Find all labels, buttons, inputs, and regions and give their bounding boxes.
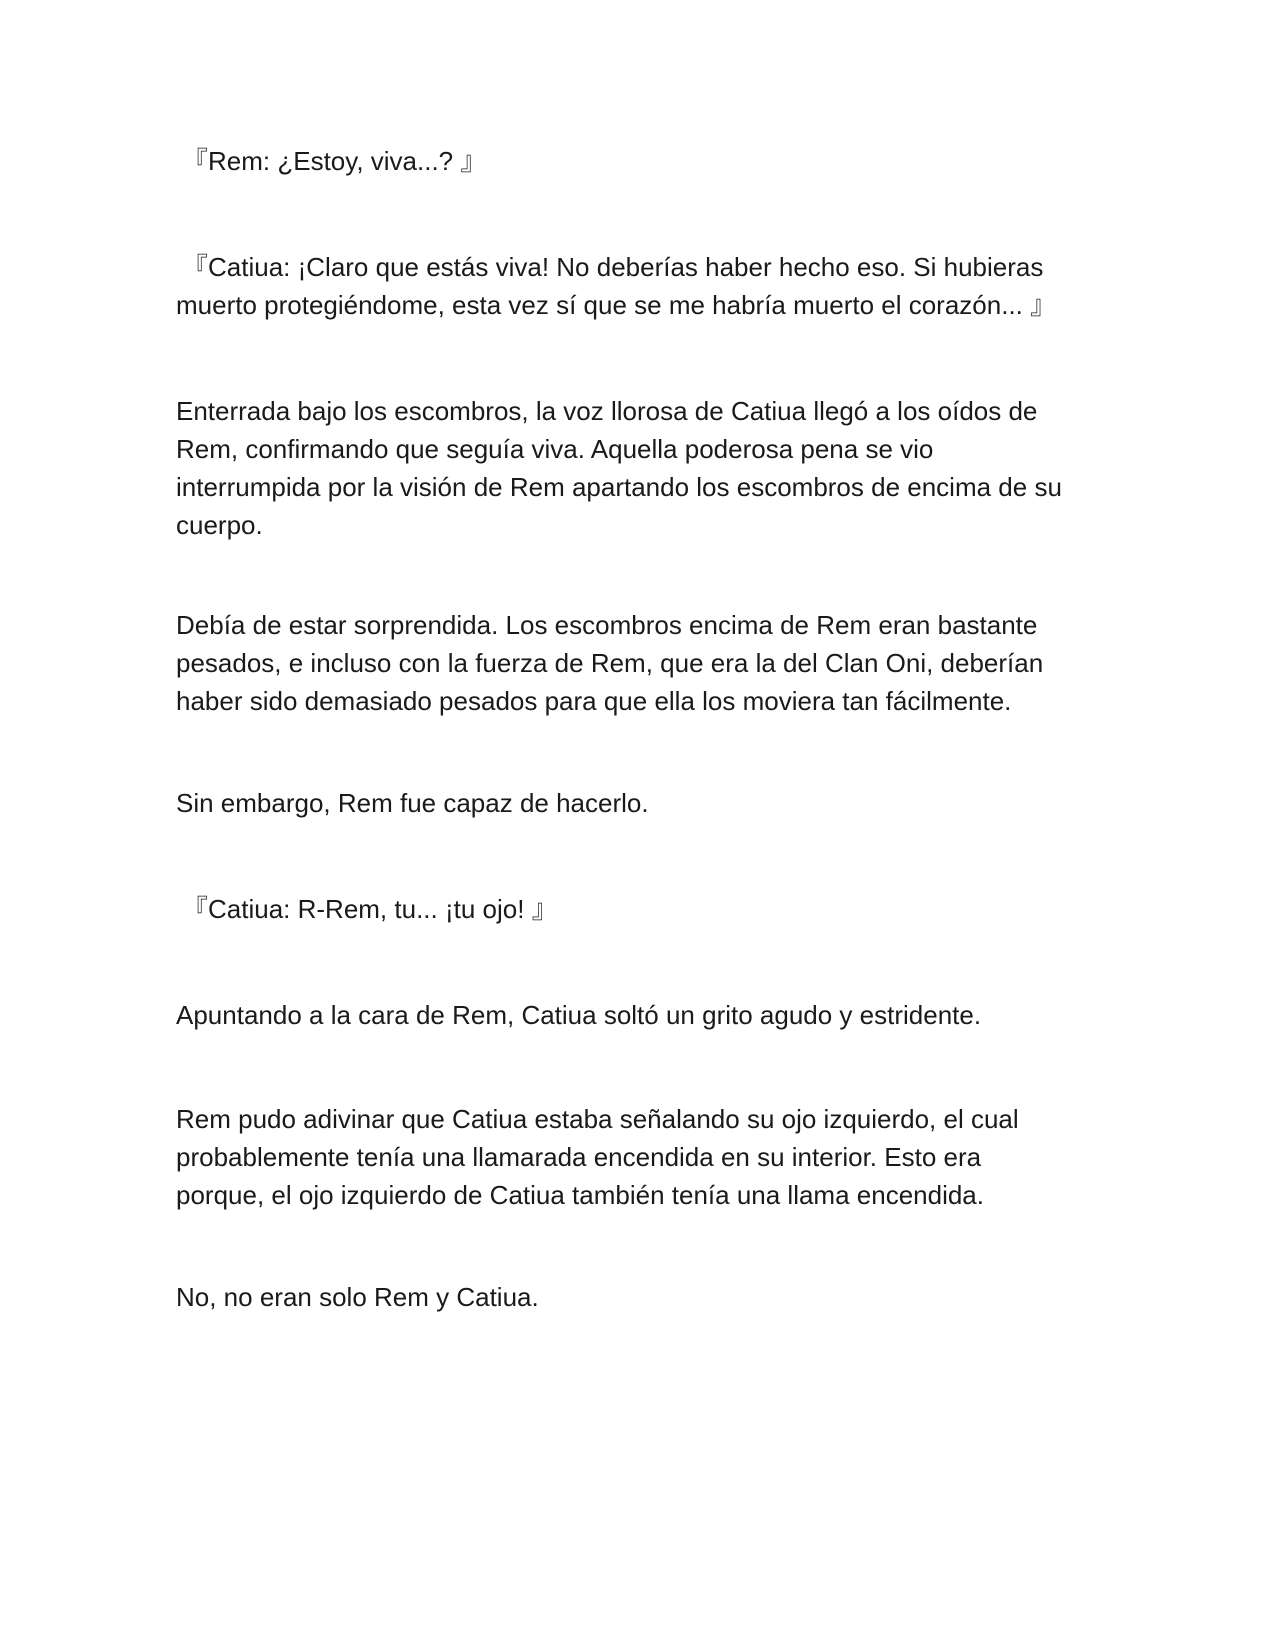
- narration-paragraph: [176, 392, 1096, 544]
- text-line: 『Catiua: ¡Claro que estás viva! No deberías haber hecho eso. Si hubieras: [182, 252, 1044, 282]
- text-line: Debía de estar sorprendida. Los escombros encima de Rem eran bastante: [176, 610, 1038, 640]
- text-line: Apuntando a la cara de Rem, Catiua soltó un grito agudo y estridente.: [176, 1000, 982, 1030]
- text-line: interrumpida por la visión de Rem apartando los escombros de encima de su: [176, 472, 1062, 502]
- text-line: haber sido demasiado pesados para que ella los moviera tan fácilmente.: [176, 686, 1012, 716]
- text-line: muerto protegiéndome, esta vez sí que se me habría muerto el corazón... 』: [176, 290, 1057, 320]
- narration-paragraph: [176, 606, 1096, 720]
- text-line: 『Rem: ¿Estoy, viva...? 』: [182, 146, 487, 176]
- text-line: Rem pudo adivinar que Catiua estaba señalando su ojo izquierdo, el cual: [176, 1104, 1019, 1134]
- text-line: probablemente tenía una llamarada encendida en su interior. Esto era: [176, 1142, 982, 1172]
- narration-paragraph: [176, 784, 1096, 822]
- text-line: pesados, e incluso con la fuerza de Rem, que era la del Clan Oni, deberían: [176, 648, 1044, 678]
- text-line: 『Catiua: R-Rem, tu... ¡tu ojo! 』: [182, 894, 558, 924]
- narration-paragraph: [176, 996, 1096, 1034]
- text-line: Rem, confirmando que seguía viva. Aquella poderosa pena se vio: [176, 434, 934, 464]
- narration-paragraph: [176, 1100, 1096, 1214]
- text-line: Sin embargo, Rem fue capaz de hacerlo.: [176, 788, 649, 818]
- dialogue-catiua-relief: [176, 248, 1102, 324]
- text-line: cuerpo.: [176, 510, 263, 540]
- narration-paragraph: [176, 1278, 1096, 1316]
- text-line: Enterrada bajo los escombros, la voz llorosa de Catiua llegó a los oídos de: [176, 396, 1038, 426]
- text-line: porque, el ojo izquierdo de Catiua también tenía una llama encendida.: [176, 1180, 984, 1210]
- text-line: No, no eran solo Rem y Catiua.: [176, 1282, 539, 1312]
- dialogue-rem-alive: [182, 142, 1102, 180]
- dialogue-catiua-eye: [182, 890, 1102, 928]
